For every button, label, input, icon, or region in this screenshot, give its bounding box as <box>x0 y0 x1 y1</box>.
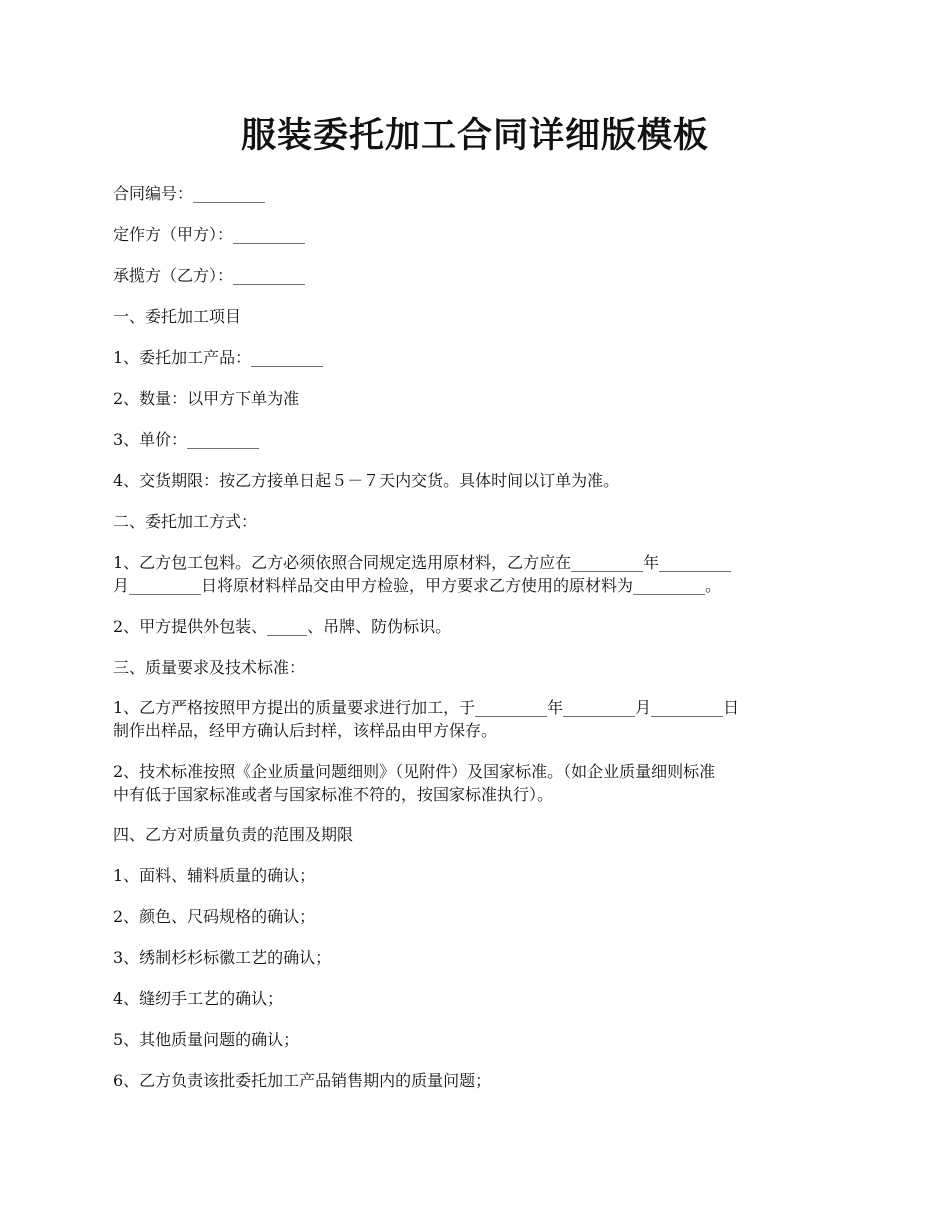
section-3-item-1-line-1: 1、乙方严格按照甲方提出的质量要求进行加工，于_________年_________月_________日 <box>113 698 740 717</box>
section-4-item-6: 6、乙方负责该批委托加工产品销售期内的质量问题； <box>113 1071 492 1090</box>
section-3-item-1-line-2: 制作出样品，经甲方确认后封样，该样品由甲方保存。 <box>113 721 498 740</box>
page-title: 服装委托加工合同详细版模板 <box>240 115 709 156</box>
section-1-heading: 一、委托加工项目 <box>113 307 242 326</box>
contract-number-line: 合同编号：_________ <box>113 184 266 203</box>
party-b-line: 承揽方（乙方）：_________ <box>113 266 306 285</box>
section-4-item-3: 3、绣制杉杉标徽工艺的确认； <box>113 948 332 967</box>
section-3-item-2-line-2: 中有低于国家标准或者与国家标准不符的，按国家标准执行）。 <box>113 785 554 804</box>
section-2-item-1-line-2: 月_________日将原材料样品交由甲方检验，甲方要求乙方使用的原材料为_________。 <box>113 576 722 595</box>
section-4-heading: 四、乙方对质量负责的范围及期限 <box>113 825 354 844</box>
section-1-item-2: 2、数量：以甲方下单为准 <box>113 389 300 408</box>
section-1-item-4: 4、交货期限：按乙方接单日起５－７天内交货。具体时间以订单为准。 <box>113 471 620 490</box>
section-2-item-1-line-1: 1、乙方包工包料。乙方必须依照合同规定选用原材料，乙方应在_________年_________ <box>113 553 732 572</box>
section-4-item-2: 2、颜色、尺码规格的确认； <box>113 907 316 926</box>
section-2-item-2: 2、甲方提供外包装、_____、吊牌、防伪标识。 <box>113 617 452 636</box>
section-4-item-5: 5、其他质量问题的确认； <box>113 1030 300 1049</box>
section-3-heading: 三、质量要求及技术标准： <box>113 658 306 677</box>
section-3-item-2-line-1: 2、技术标准按照《企业质量问题细则》（见附件）及国家标准。（如企业质量细则标准 <box>113 762 716 781</box>
section-1-item-1: 1、委托加工产品：_________ <box>113 348 324 367</box>
section-4-item-4: 4、缝纫手工艺的确认； <box>113 989 284 1008</box>
section-2-heading: 二、委托加工方式： <box>113 512 258 531</box>
section-4-item-1: 1、面料、辅料质量的确认； <box>113 866 316 885</box>
party-a-line: 定作方（甲方）：_________ <box>113 225 306 244</box>
section-1-item-3: 3、单价：_________ <box>113 430 260 449</box>
